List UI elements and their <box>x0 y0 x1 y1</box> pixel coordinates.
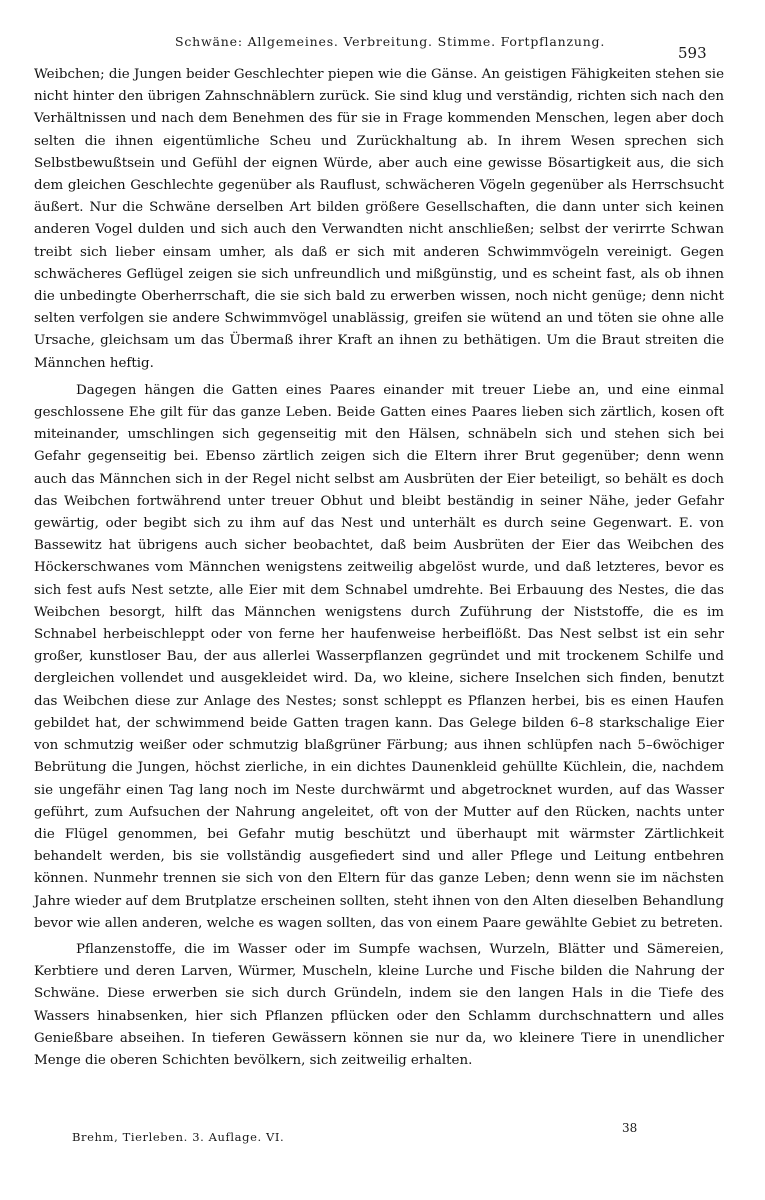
page-number: 593 <box>678 44 707 62</box>
paragraph-3: Pflanzenstoffe, die im Wasser oder im Sumpfe wachsen, Wurzeln, Blätter und Sämereien, Kerbtiere und deren Larven, Würmer, Muscheln, kleine Lurche und Fische bilden die Nahrung der Schwäne. Diese erwerben sie sich durch Gründeln, indem sie den langen Hals in die Tiefe des Wassers hinabsenken, hier sich Pflanzen pflücken oder den Schlamm durchschnattern und alles Genießbare abseihen. In tieferen Gewässern können sie nur da, wo kleinere Tiere in unendlicher Menge die oberen Schichten bevölkern, sich zeitweilig erhalten. <box>34 941 724 1068</box>
paragraph-1: Weibchen; die Jungen beider Geschlechter piepen wie die Gänse. An geistigen Fähigkeiten stehen sie nicht hinter den übrigen Zahnschnäblern zurück. Sie sind klug und verständig, richten sich nach den Verhältnissen und nach dem Benehmen des für sie in Frage kommenden Menschen, legen aber doch selten die ihnen eigentümliche Scheu und Zurückhaltung ab. In ihrem Wesen sprechen sich Selbstbewußtsein und Gefühl der eignen Würde, aber auch eine gewisse Bösartigkeit aus, die sich dem gleichen Geschlechte gegenüber als Rauflust, schwächeren Vögeln gegenüber als Herrschsucht äußert. Nur die Schwäne derselben Art bilden größere Gesellschaften, die dann unter sich keinen anderen Vogel dulden und sich auch den Verwandten nicht anschließen; selbst der verirrte Schwan treibt sich lieber einsam umher, als daß er sich mit anderen Schwimmvögeln vereinigt. Gegen schwächeres Geflügel zeigen sie sich unfreundlich und mißgünstig, und es scheint fast, als ob ihnen die unbedingte Oberherrschaft, die sie sich bald zu erwerben wissen, noch nicht genüge; denn nicht selten verfolgen sie andere Schwimmvögel unablässig, greifen sie wütend an und töten sie ohne alle Ursache, gleichsam um das Übermaß ihrer Kraft an ihnen zu bethätigen. Um die Braut streiten die Männchen heftig. <box>34 67 724 371</box>
footer-signature: 38 <box>622 1121 638 1135</box>
footer-source: Brehm, Tierleben. 3. Auflage. VI. <box>72 1130 285 1144</box>
running-head: Schwäne: Allgemeines. Verbreitung. Stimme. Fortpflanzung. <box>175 34 606 49</box>
body-text <box>34 64 724 1072</box>
paragraph-2: Dagegen hängen die Gatten eines Paares einander mit treuer Liebe an, und eine einmal geschlossene Ehe gilt für das ganze Leben. Beide Gatten eines Paares lieben sich zärtlich, kosen oft miteinander, umschlingen sich gegenseitig mit den Hälsen, schnäbeln sich und stehen sich bei Gefahr gegenseitig bei. Ebenso zärtlich zeigen sich die Eltern ihrer Brut gegenüber; denn wenn auch das Männchen sich in der Regel nicht selbst am Ausbrüten der Eier beteiligt, so behält es doch das Weibchen fortwährend unter treuer Obhut und bleibt beständig in seiner Nähe, jeder Gefahr gewärtig, oder begibt sich zu ihm auf das Nest und unterhält es durch seine Gegenwart. E. von Bassewitz hat übrigens auch sicher beobachtet, daß beim Ausbrüten der Eier das Weibchen des Höckerschwanes vom Männchen wenigstens zeitweilig abgelöst wurde, und daß letzteres, bevor es sich fest aufs Nest setzte, alle Eier mit dem Schnabel umdrehte. Bei Erbauung des Nestes, die das Weibchen besorgt, hilft das Männchen wenigstens durch Zuführung der Niststoffe, die es im Schnabel herbeischleppt oder von ferne her haufenweise herbeiflößt. Das Nest selbst ist ein sehr großer, kunstloser Bau, der aus allerlei Wasserpflanzen gegründet und mit trockenem Schilfe und dergleichen vollendet und ausgekleidet wird. Da, wo kleine, sichere Inselchen sich finden, benutzt das Weibchen diese zur Anlage des Nestes; sonst schleppt es Pflanzen herbei, bis es einen Haufen gebildet hat, der schwimmend beide Gatten tragen kann. Das Gelege bilden 6–8 starkschalige Eier von schmutzig weißer oder schmutzig blaßgrüner Färbung; aus ihnen schlüpfen nach 5–6wöchiger Bebrütung die Jungen, höchst zierliche, in ein dichtes Daunenkleid gehüllte Küchlein, die, nachdem sie ungefähr einen Tag lang noch im Neste durchwärmt und abgetrocknet wurden, auf das Wasser geführt, zum Aufsuchen der Nahrung angeleitet, oft von der Mutter auf den Rücken, nachts unter die Flügel genommen, bei Gefahr mutig beschützt und überhaupt mit wärmster Zärtlichkeit behandelt werden, bis sie vollständig ausgefiedert sind und aller Pflege und Leitung entbehren können. Nunmehr trennen sie sich von den Eltern für das ganze Leben; denn wenn sie im nächsten Jahre wieder auf dem Brutplatze erscheinen sollten, steht ihnen von den Alten dieselben Behandlung bevor wie allen anderen, welche es wagen sollten, das von einem Paare gewählte Gebiet zu betreten. <box>34 382 724 931</box>
